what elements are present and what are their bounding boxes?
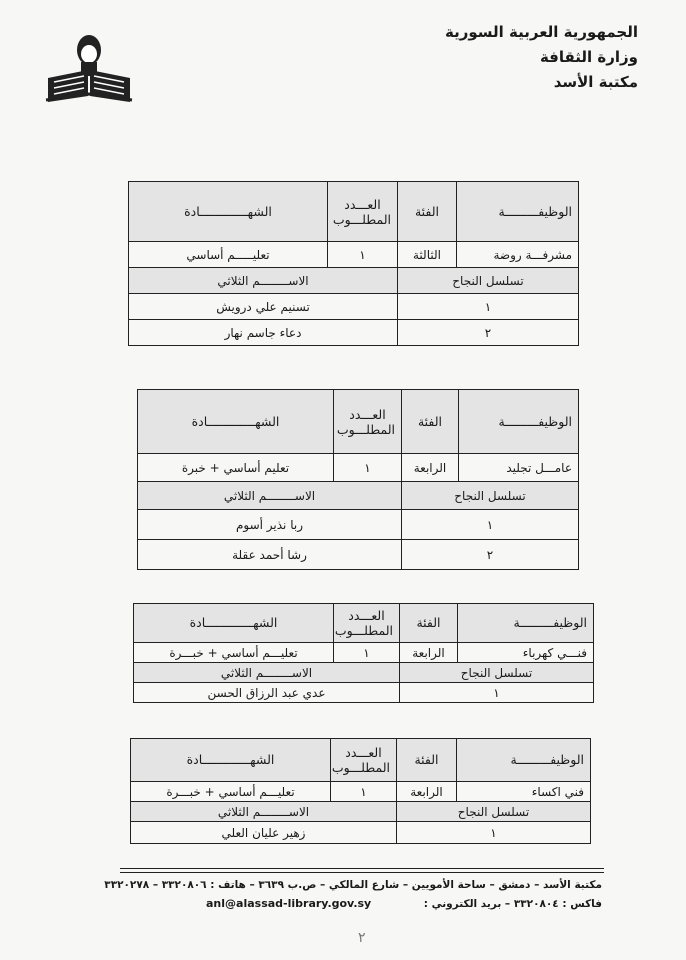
library-logo-icon [44,30,134,106]
name-cell: ربا نذير أسوم [138,510,402,540]
category-label: الفئة [397,739,457,782]
seq-cell: ١ [397,822,591,844]
fullname-label: الاســــــــم الثلاثي [129,268,398,294]
count-label: العـــدد المطلـــوب [334,604,400,643]
fullname-label: الاســــــــم الثلاثي [131,802,397,822]
certificate-label: الشهـــــــــــــادة [134,604,334,643]
name-cell: زهير عليان العلي [131,822,397,844]
fullname-label: الاســــــــم الثلاثي [134,663,400,683]
seq-label: تسلسل النجاح [397,802,591,822]
job-value: فنـــي كهرباء [458,643,594,663]
job-table [133,603,594,703]
name-cell: تسنيم علي درويش [129,294,398,320]
org-line-library: مكتبة الأسد [553,73,638,91]
category-value: الثالثة [398,242,457,268]
job-table [128,181,579,346]
seq-cell: ١ [398,294,579,320]
table-row [129,320,579,346]
name-cell: رشا أحمد عقلة [138,540,402,570]
category-value: الرابعة [402,454,459,482]
count-value: ١ [331,782,397,802]
job-table [130,738,591,844]
count-label: العـــدد المطلـــوب [334,390,402,454]
job-value: مشرفـــة روضة [457,242,579,268]
name-cell: عدي عبد الرزاق الحسن [134,683,400,703]
job-value: عامـــل تجليد [459,454,579,482]
category-label: الفئة [400,604,458,643]
seq-cell: ٢ [398,320,579,346]
footer-fax: فاكس : ٣٣٢٠٨٠٤ – بريد الكتروني : [423,898,602,910]
footer-email: anl@alassad-library.gov.sy [206,897,372,910]
count-value: ١ [328,242,398,268]
seq-label: تسلسل النجاح [402,482,579,510]
seq-cell: ١ [402,510,579,540]
count-value: ١ [334,454,402,482]
page-number: ٢ [358,930,366,946]
fullname-label: الاســــــــم الثلاثي [138,482,402,510]
category-label: الفئة [398,182,457,242]
count-label: العـــدد المطلـــوب [331,739,397,782]
organization-header [418,20,638,95]
job-label: الوظيفـــــــــة [457,182,579,242]
certificate-value: تعليـــم أساسي + خبـــرة [134,643,334,663]
certificate-label: الشهـــــــــــــادة [129,182,328,242]
footer-address: مكتبة الأسد – دمشق – ساحة الأمويين – شارع المالكي – ص.ب ٣٦٣٩ – هاتف : ٣٣٢٠٨٠٦ – ٣٣٢٠٢٧٨ [104,879,602,891]
seq-label: تسلسل النجاح [398,268,579,294]
table-row [134,683,594,703]
certificate-label: الشهـــــــــــــادة [138,390,334,454]
category-value: الرابعة [397,782,457,802]
certificate-value: تعليـــم أساسي + خبـــرة [131,782,331,802]
table-row [129,294,579,320]
footer-divider [120,872,604,873]
count-label: العـــدد المطلـــوب [328,182,398,242]
table-row [138,540,579,570]
seq-cell: ٢ [402,540,579,570]
org-line-country: الجمهورية العربية السورية [445,23,638,41]
table-row [131,822,591,844]
count-value: ١ [334,643,400,663]
job-label: الوظيفـــــــــة [458,604,594,643]
table-row [138,510,579,540]
job-value: فني اكساء [457,782,591,802]
category-value: الرابعة [400,643,458,663]
job-label: الوظيفـــــــــة [459,390,579,454]
certificate-label: الشهـــــــــــــادة [131,739,331,782]
seq-cell: ١ [400,683,594,703]
job-table [137,389,579,570]
category-label: الفئة [402,390,459,454]
name-cell: دعاء جاسم نهار [129,320,398,346]
footer-divider [120,868,604,869]
certificate-value: تعليـــــم أساسي [129,242,328,268]
job-label: الوظيفـــــــــة [457,739,591,782]
certificate-value: تعليم أساسي + خبرة [138,454,334,482]
org-line-ministry: وزارة الثقافة [539,48,638,66]
seq-label: تسلسل النجاح [400,663,594,683]
